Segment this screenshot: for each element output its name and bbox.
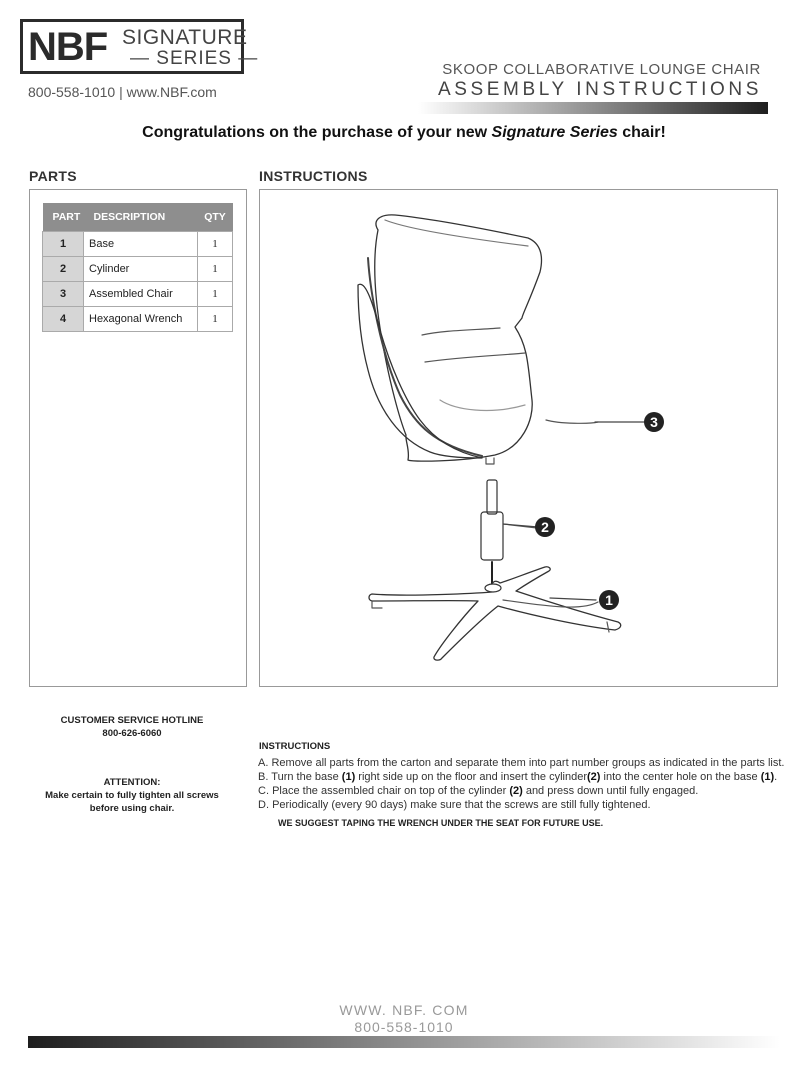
part-number: 2 bbox=[43, 257, 84, 282]
step-text: Remove all parts from the carton and separate them into part number groups as indicated in the parts list. bbox=[271, 757, 785, 769]
hotline-number: 800-626-6060 bbox=[102, 728, 162, 739]
part-qty: 1 bbox=[198, 232, 233, 257]
document-title: ASSEMBLY INSTRUCTIONS bbox=[437, 79, 762, 100]
parts-table bbox=[42, 203, 233, 332]
customer-hotline bbox=[30, 714, 234, 740]
step-text: and press down until fully engaged. bbox=[522, 785, 699, 797]
callout-2 bbox=[535, 517, 555, 537]
instructions-heading: INSTRUCTIONS bbox=[259, 168, 368, 184]
parts-heading: PARTS bbox=[29, 168, 77, 184]
part-description: Cylinder bbox=[84, 257, 198, 282]
parts-col-qty: QTY bbox=[198, 203, 233, 232]
table-row bbox=[43, 282, 233, 307]
header-contact: 800-558-1010 | www.NBF.com bbox=[28, 84, 217, 100]
congrats-emphasis: Signature Series bbox=[491, 124, 618, 141]
congrats-text-after: chair! bbox=[617, 124, 666, 141]
table-row bbox=[43, 232, 233, 257]
attention-note bbox=[30, 776, 234, 815]
callout-2-label: 2 bbox=[541, 519, 549, 535]
wrench-suggestion: WE SUGGEST TAPING THE WRENCH UNDER THE SEAT FOR FUTURE USE. bbox=[278, 818, 604, 828]
instructions-list bbox=[258, 756, 784, 812]
step-letter: D. bbox=[258, 799, 269, 811]
table-row bbox=[43, 307, 233, 332]
chair-illustration bbox=[358, 215, 598, 464]
attention-line-2: before using chair. bbox=[89, 803, 175, 814]
step-letter: A. bbox=[258, 757, 269, 769]
instruction-step bbox=[258, 756, 784, 770]
step-ref: (1) bbox=[341, 771, 356, 783]
part-number: 4 bbox=[43, 307, 84, 332]
step-ref: (2) bbox=[587, 771, 601, 783]
callout-1-label: 1 bbox=[605, 592, 613, 608]
step-ref: (1) bbox=[760, 771, 775, 783]
header-gradient-bar bbox=[418, 102, 768, 114]
hotline-label: CUSTOMER SERVICE HOTLINE bbox=[60, 715, 204, 726]
part-qty: 1 bbox=[198, 307, 233, 332]
step-text: Turn the base bbox=[271, 771, 342, 783]
logo-nbf: NBF bbox=[28, 25, 108, 69]
parts-col-description: DESCRIPTION bbox=[84, 203, 198, 232]
step-text: into the center hole on the base bbox=[600, 771, 761, 783]
footer-gradient-bar bbox=[28, 1036, 780, 1048]
part-qty: 1 bbox=[198, 282, 233, 307]
step-letter: C. bbox=[258, 785, 269, 797]
congratulations-line bbox=[0, 124, 808, 142]
part-number: 3 bbox=[43, 282, 84, 307]
congrats-text-before: Congratulations on the purchase of your new bbox=[142, 124, 492, 141]
parts-col-part: PART bbox=[43, 203, 84, 232]
part-description: Base bbox=[84, 232, 198, 257]
step-text: . bbox=[774, 771, 778, 783]
part-number: 1 bbox=[43, 232, 84, 257]
footer-website: WWW. NBF. COM bbox=[339, 1002, 469, 1018]
logo-series: — SERIES — bbox=[130, 48, 259, 69]
step-text: Periodically (every 90 days) make sure that the screws are still fully tightened. bbox=[272, 799, 651, 811]
callout-3-label: 3 bbox=[650, 414, 658, 430]
instruction-step bbox=[258, 798, 784, 812]
attention-line-1: Make certain to fully tighten all screws bbox=[45, 790, 219, 801]
part-qty: 1 bbox=[198, 257, 233, 282]
part-description: Assembled Chair bbox=[84, 282, 198, 307]
instructions-panel bbox=[259, 189, 778, 687]
product-name: SKOOP COLLABORATIVE LOUNGE CHAIR bbox=[442, 61, 761, 78]
cylinder-illustration bbox=[481, 480, 537, 584]
step-ref: (2) bbox=[509, 785, 523, 797]
instructions-text-heading: INSTRUCTIONS bbox=[259, 741, 331, 752]
step-text: right side up on the floor and insert the cylinder bbox=[355, 771, 587, 783]
instruction-step bbox=[258, 784, 784, 798]
step-letter: B. bbox=[258, 771, 269, 783]
table-row bbox=[43, 257, 233, 282]
step-text: Place the assembled chair on top of the cylinder bbox=[272, 785, 510, 797]
attention-label: ATTENTION: bbox=[103, 777, 161, 788]
part-description: Hexagonal Wrench bbox=[84, 307, 198, 332]
callout-3 bbox=[644, 412, 664, 432]
assembly-diagram bbox=[260, 190, 777, 686]
logo-signature: SIGNATURE bbox=[122, 26, 248, 49]
footer-phone: 800-558-1010 bbox=[354, 1019, 454, 1035]
base-illustration bbox=[369, 567, 621, 660]
callout-1 bbox=[599, 590, 619, 610]
parts-panel bbox=[29, 189, 247, 687]
instruction-step bbox=[258, 770, 784, 784]
